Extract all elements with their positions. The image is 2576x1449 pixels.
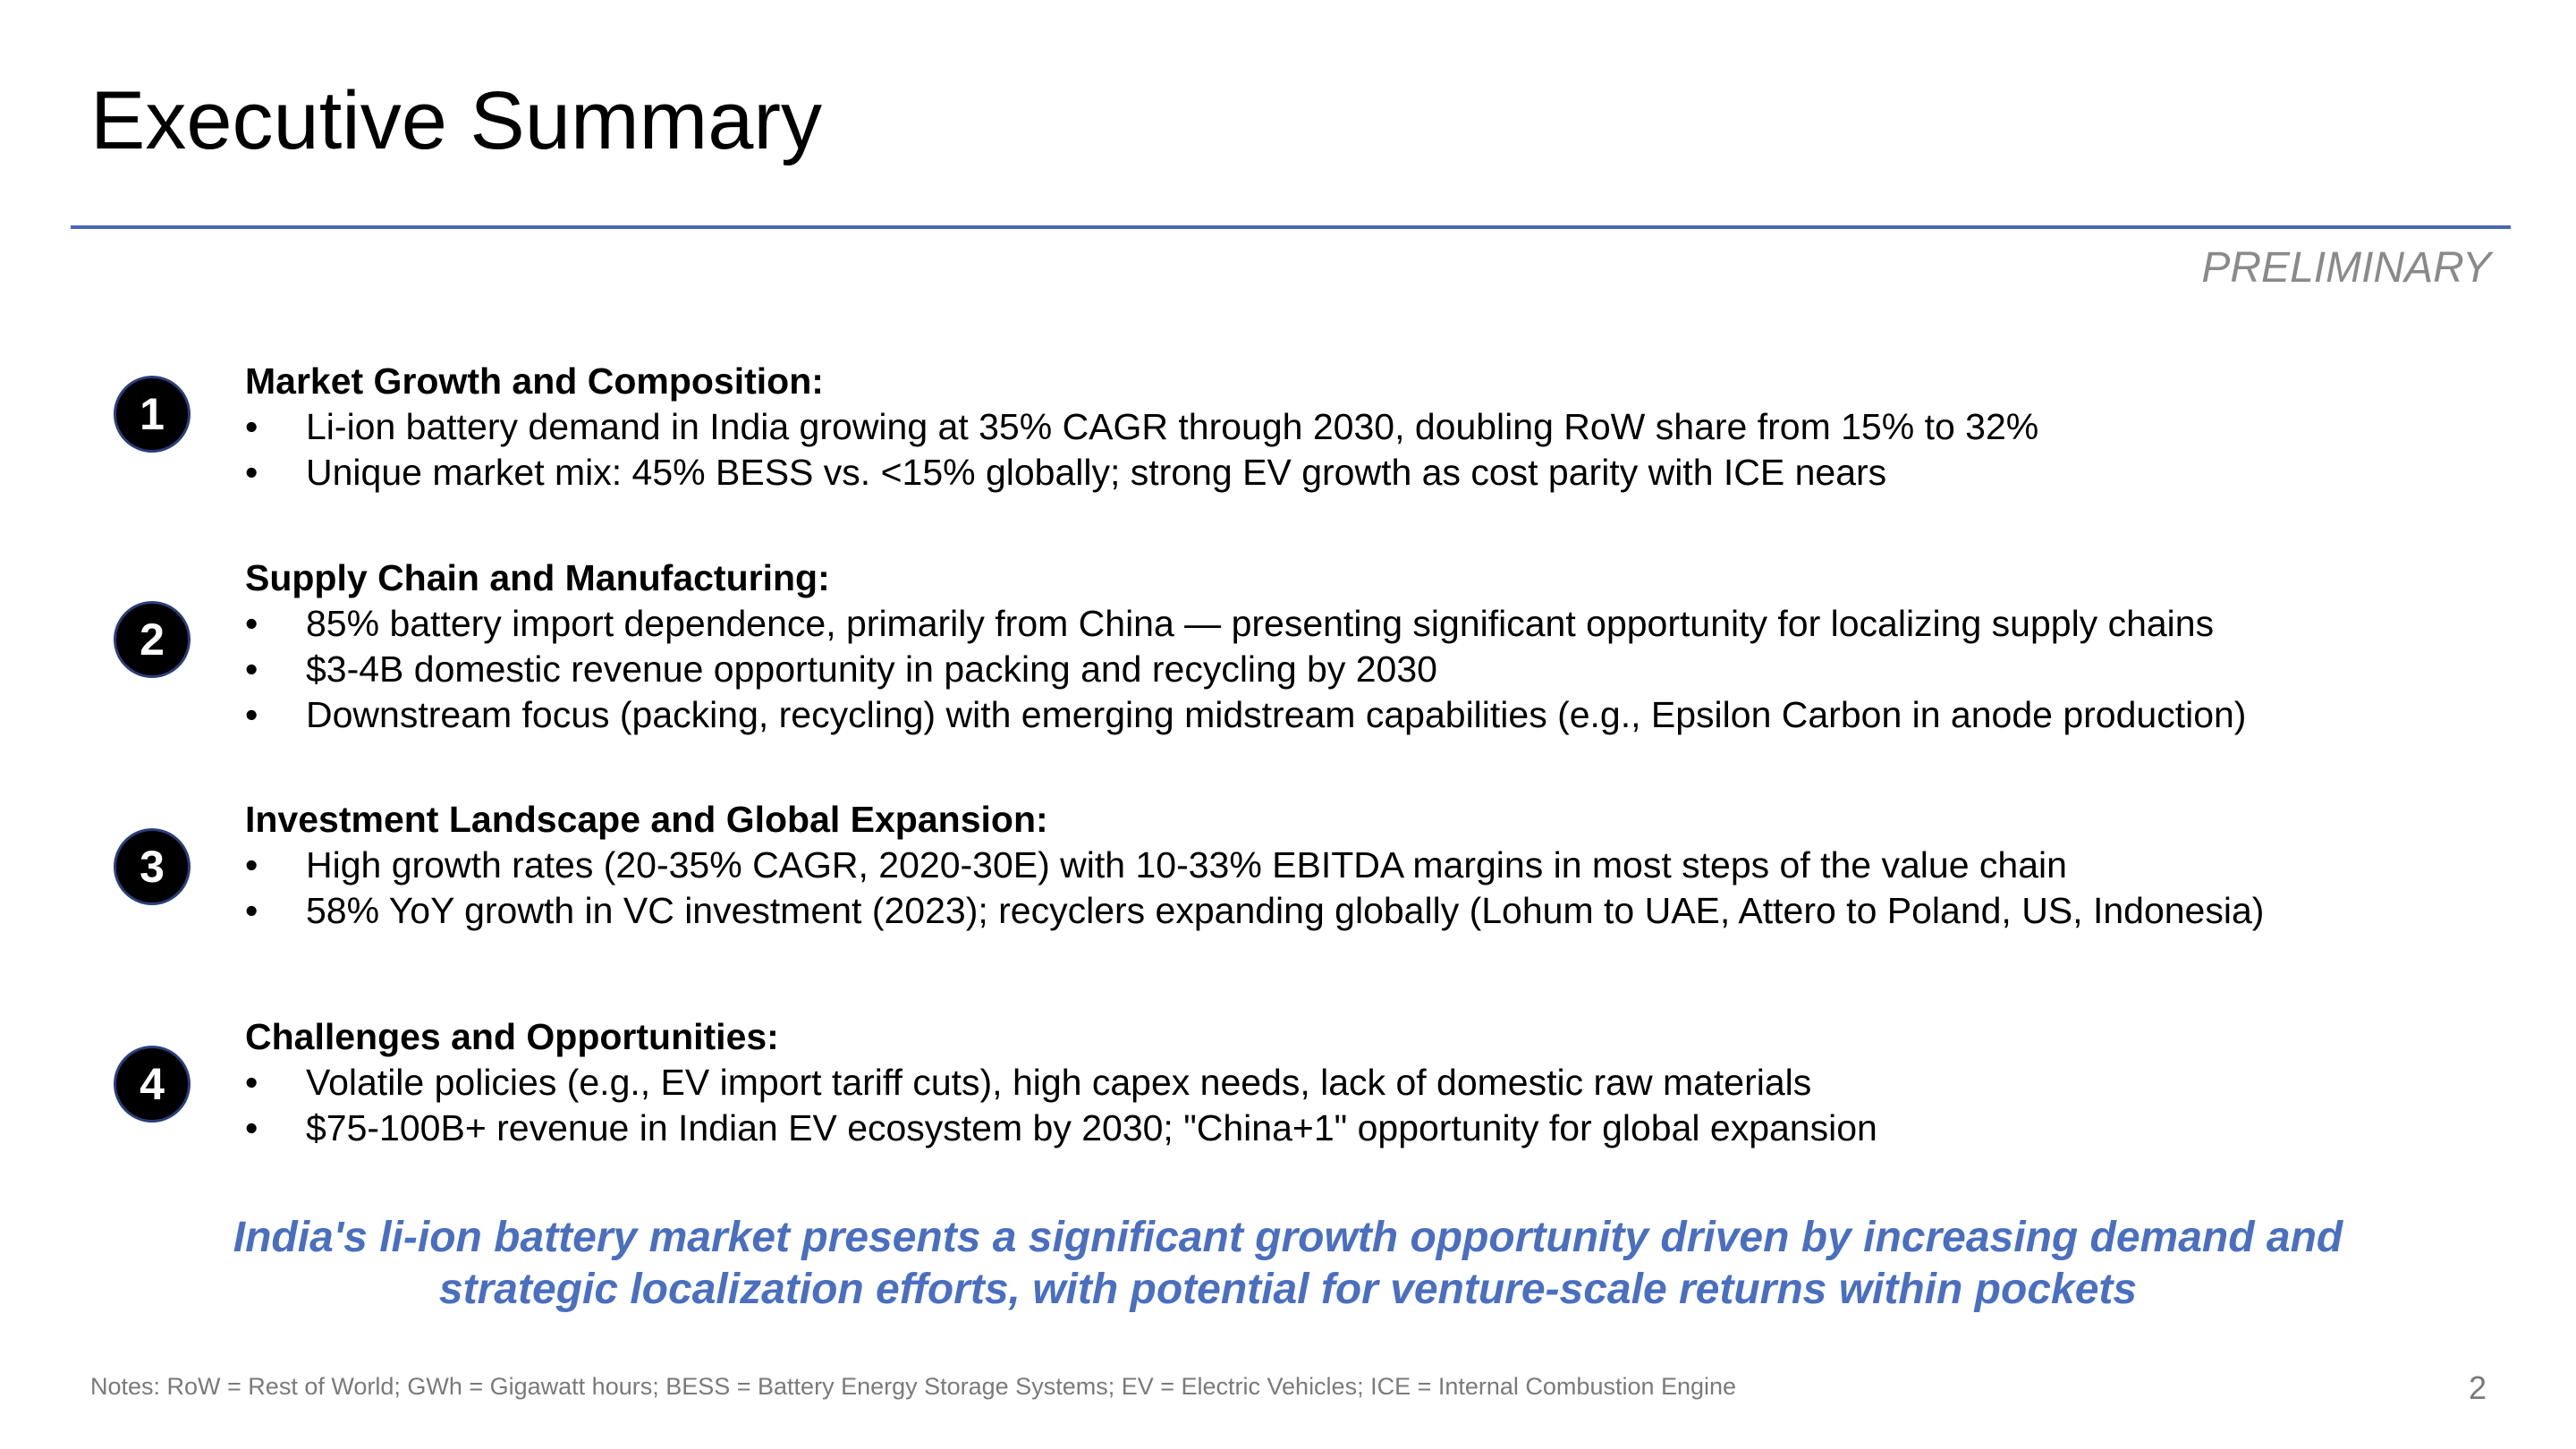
section-heading: Market Growth and Composition:	[245, 360, 824, 402]
footnote: Notes: RoW = Rest of World; GWh = Gigawatt hours; BESS = Battery Energy Storage Systems; EV = Electric Vehicles; ICE = Internal Combustion Engine	[90, 1373, 1737, 1400]
section-heading: Challenges and Opportunities:	[245, 1016, 779, 1057]
bullet-list	[245, 843, 2264, 934]
bullet-item	[245, 1106, 1877, 1151]
section-number-badge: 4	[114, 1046, 191, 1123]
bullet-text: 58% YoY growth in VC investment (2023); recyclers expanding globally (Lohum to UAE, Attero to Poland, US, Indonesia)	[306, 890, 2265, 931]
bullet-marker: •	[245, 452, 258, 493]
section-number-badge: 2	[114, 601, 191, 678]
bullet-item	[245, 647, 2246, 692]
bullet-item	[245, 1060, 1877, 1106]
bullet-list	[245, 1060, 1877, 1151]
bullet-item	[245, 601, 2246, 647]
conclusion-line: strategic localization efforts, with potential for venture-scale returns within pockets	[438, 1266, 2138, 1313]
bullet-marker: •	[245, 1062, 258, 1103]
bullet-item	[245, 692, 2246, 738]
bullet-item	[245, 843, 2264, 888]
preliminary-stamp: PRELIMINARY	[2201, 244, 2491, 292]
conclusion-line: India's li-ion battery market presents a significant growth opportunity driven by increasing demand and	[233, 1214, 2343, 1261]
bullet-list	[245, 404, 2038, 496]
bullet-marker: •	[245, 844, 258, 886]
bullet-marker: •	[245, 694, 258, 735]
bullet-text: Unique market mix: 45% BESS vs. <15% globally; strong EV growth as cost parity with ICE nears	[306, 452, 1887, 493]
section-number-badge: 3	[114, 828, 191, 905]
bullet-marker: •	[245, 406, 258, 447]
bullet-marker: •	[245, 648, 258, 690]
bullet-item	[245, 450, 2038, 496]
page-number: 2	[2468, 1369, 2487, 1406]
bullet-marker: •	[245, 603, 258, 644]
title-divider	[71, 225, 2511, 229]
bullet-text: Li-ion battery demand in India growing at 35% CAGR through 2030, doubling RoW share from 15% to 32%	[306, 406, 2039, 447]
section-number-badge: 1	[114, 376, 191, 453]
page-title: Executive Summary	[90, 75, 823, 166]
bullet-item	[245, 888, 2264, 934]
bullet-list	[245, 601, 2246, 738]
bullet-text: $3-4B domestic revenue opportunity in packing and recycling by 2030	[306, 648, 1437, 690]
bullet-text: Volatile policies (e.g., EV import tariff cuts), high capex needs, lack of domestic raw materials	[306, 1062, 1812, 1103]
bullet-marker: •	[245, 890, 258, 931]
bullet-text: High growth rates (20-35% CAGR, 2020-30E) with 10-33% EBITDA margins in most steps of the value chain	[306, 844, 2067, 886]
section-heading: Investment Landscape and Global Expansion:	[245, 799, 1048, 840]
conclusion-statement	[0, 1212, 2576, 1316]
bullet-marker: •	[245, 1107, 258, 1148]
bullet-text: 85% battery import dependence, primarily from China — presenting significant opportunity for localizing supply chains	[306, 603, 2215, 644]
bullet-text: Downstream focus (packing, recycling) with emerging midstream capabilities (e.g., Epsilon Carbon in anode production)	[306, 694, 2247, 735]
bullet-text: $75-100B+ revenue in Indian EV ecosystem by 2030; "China+1" opportunity for global expansion	[306, 1107, 1877, 1148]
section-heading: Supply Chain and Manufacturing:	[245, 557, 830, 598]
bullet-item	[245, 404, 2038, 450]
